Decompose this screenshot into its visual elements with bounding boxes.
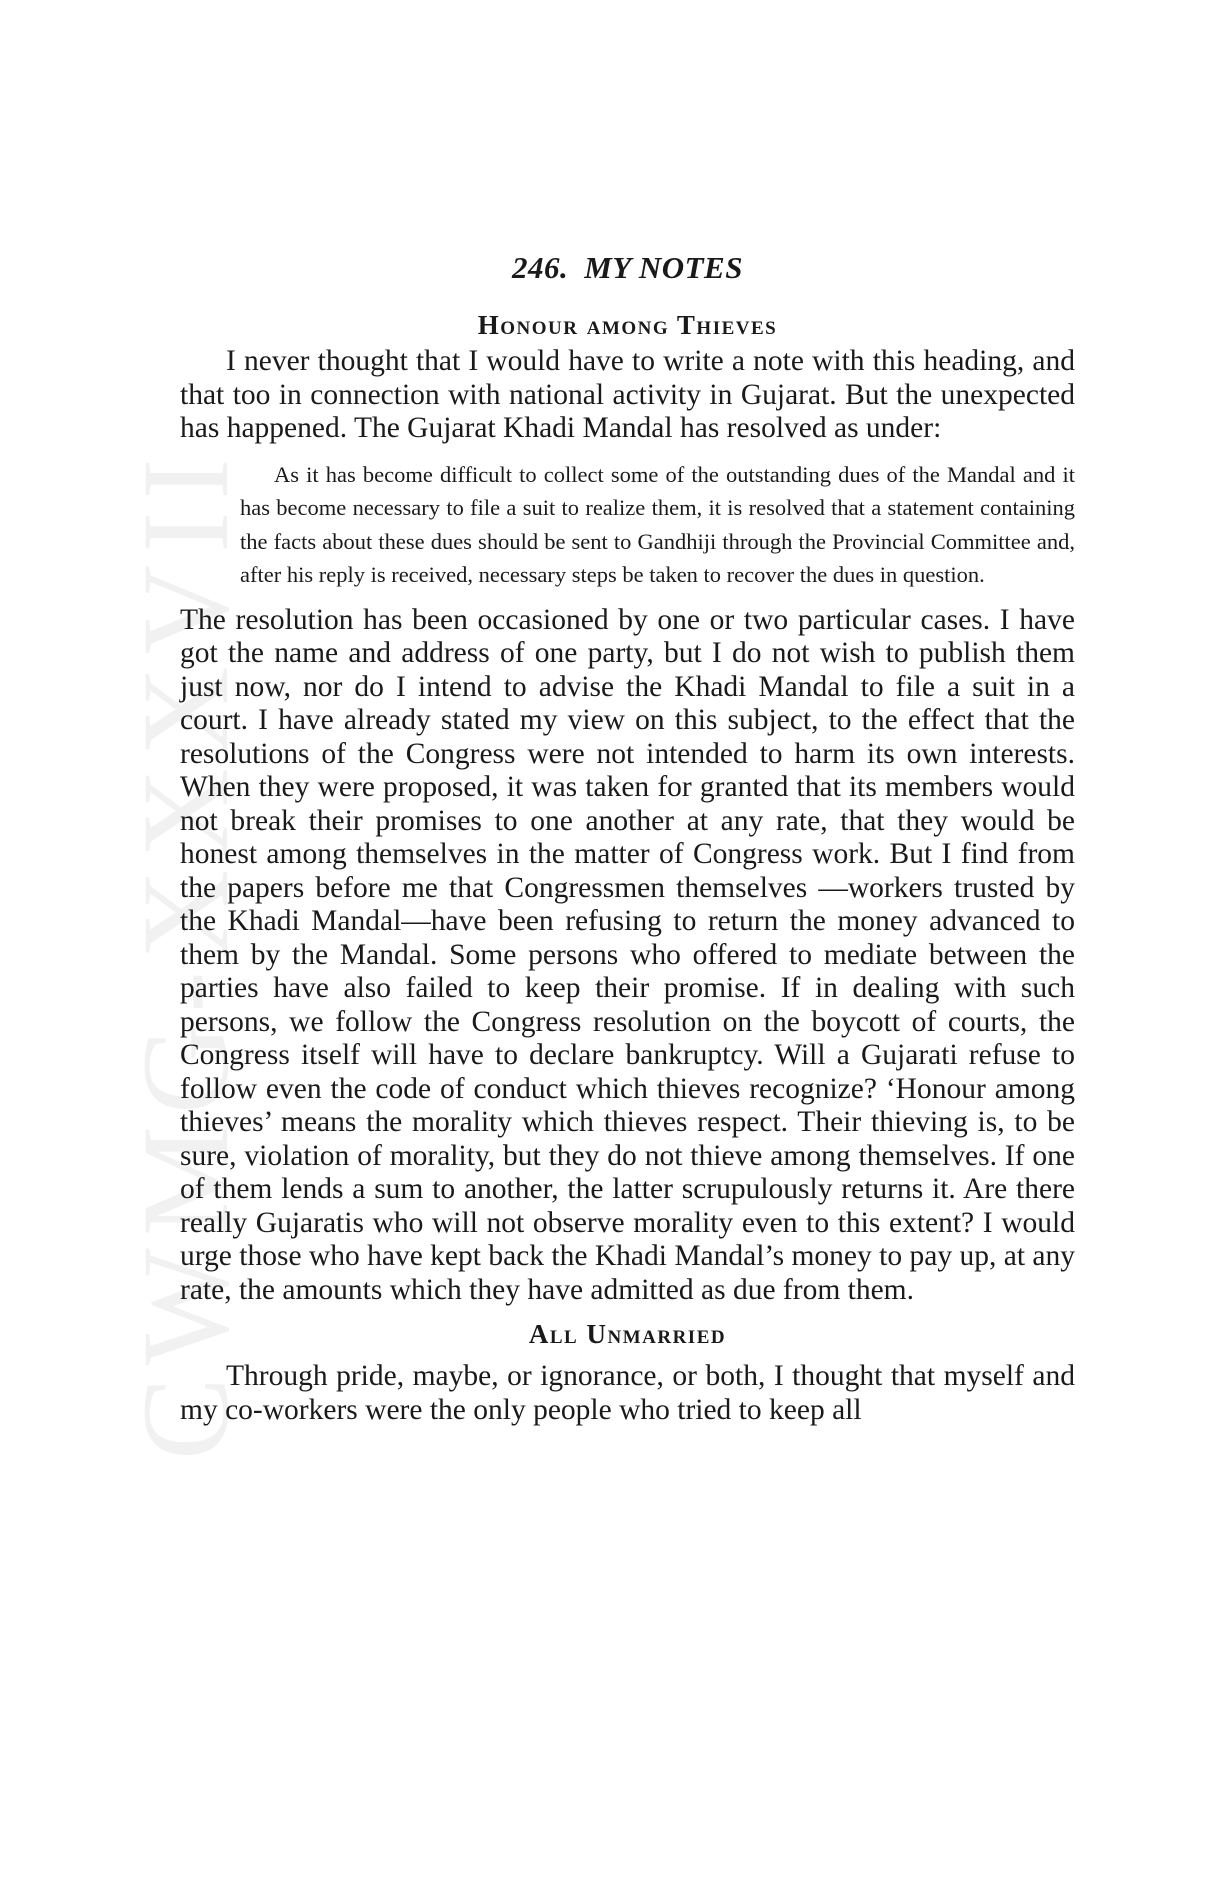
page: [180, 250, 1075, 1427]
intro-paragraph: I never thought that I would have to write a note with this heading, and that too in connection with national activity in Gujarat. But the unexpected has happened. The Gujarat Khadi Mandal has resolved as under:: [180, 345, 1075, 444]
section-heading: All Unmarried: [528, 1319, 727, 1349]
watermark: CWMG-XXXVII: [117, 446, 254, 1460]
section-honour-among-thieves: [180, 310, 1075, 1307]
body-paragraph: Through pride, maybe, or ignorance, or both, I thought that myself and my co-workers were the only people who tried to keep all: [180, 1360, 1075, 1426]
document-number: 246.: [512, 250, 569, 285]
section-heading: Honour among Thieves: [477, 310, 778, 340]
section-all-unmarried: [180, 1319, 1075, 1427]
document-title-text: MY NOTES: [584, 250, 743, 285]
document-title: [180, 250, 1075, 286]
resolution-quote: As it has become difficult to collect some of the outstanding dues of the Mandal and it has become necessary to file a suit to realize them, it is resolved that a statement containing the facts about these dues should be sent to Gandhiji through the Provincial Committee and, after his reply is received, necessary steps be taken to recover the dues in question.: [240, 461, 1075, 587]
body-paragraph: The resolution has been occasioned by one or two particular cases. I have got the name and address of one party, but I do not wish to publish them just now, nor do I intend to advise the Khadi Mandal to file a suit in a court. I have already stated my view on this subject, to the effect that the resolutions of the Congress were not intended to harm its own interests. When they were proposed, it was taken for granted that its members would not break their promises to one another at any rate, that they would be honest among themselves in the matter of Congress work. But I find from the papers before me that Congressmen themselves —workers trusted by the Khadi Mandal—have been refusing to return the money advanced to them by the Mandal. Some persons who offered to mediate between the parties have also failed to keep their promise. If in dealing with such persons, we follow the Congress resolution on the boycott of courts, the Congress itself will have to declare bankruptcy. Will a Gujarati refuse to follow even the code of conduct which thieves recognize? ‘Honour among thieves’ means the morality which thieves respect. Their thieving is, to be sure, violation of morality, but they do not thieve among themselves. If one of them lends a sum to another, the latter scrupulously returns it. Are there really Gujaratis who will not observe morality even to this extent? I would urge those who have kept back the Khadi Mandal’s money to pay up, at any rate, the amounts which they have admitted as due from them.: [180, 603, 1075, 1306]
